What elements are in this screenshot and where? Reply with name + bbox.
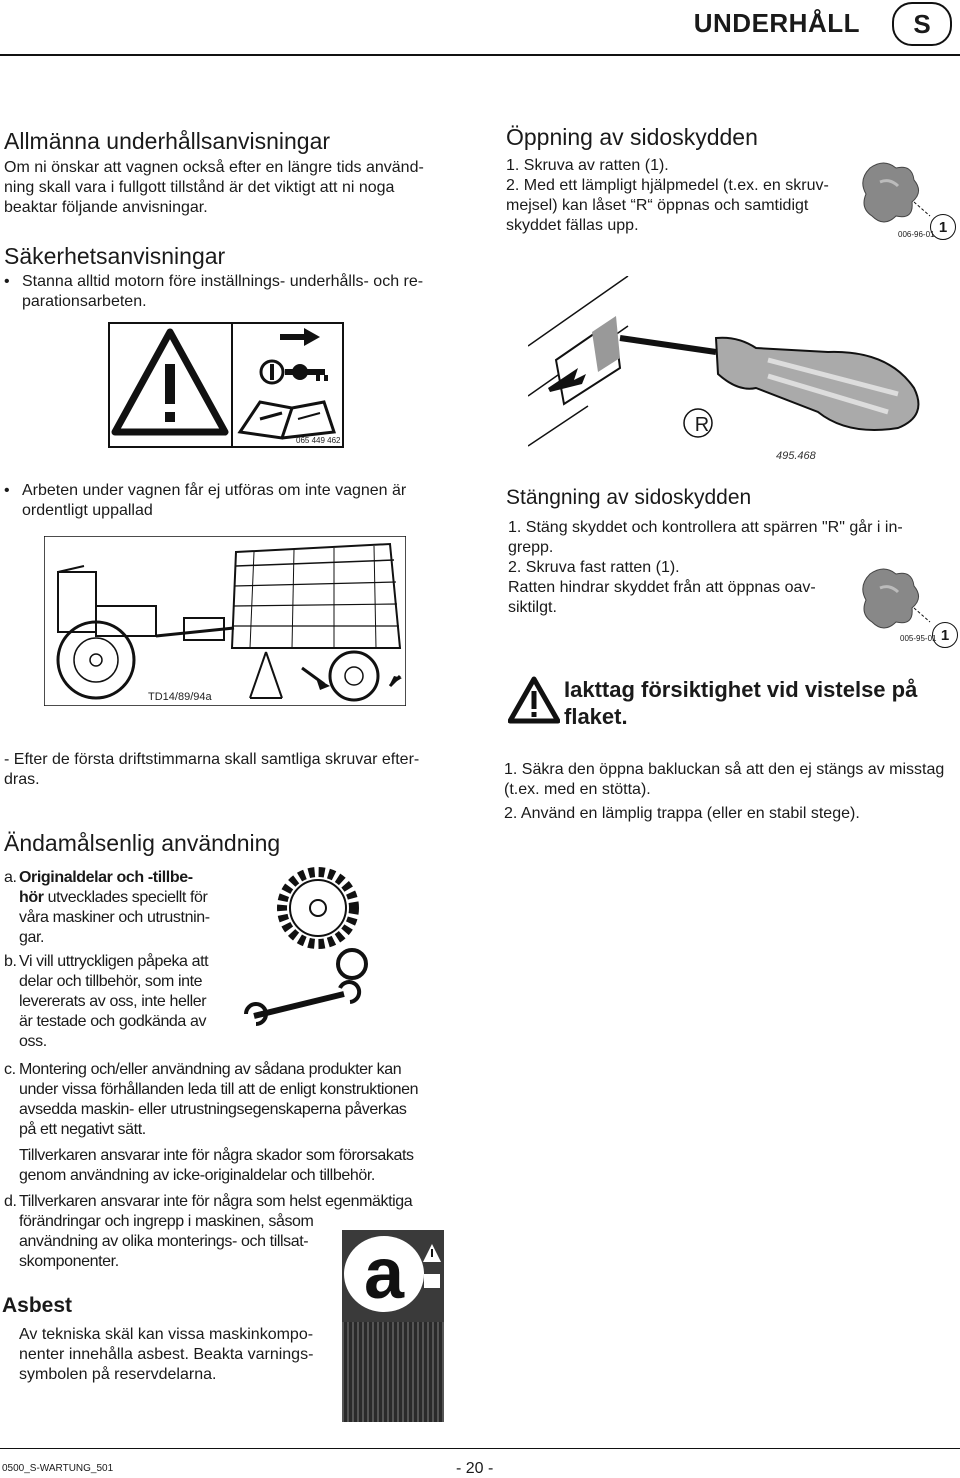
step-line: skyddet fällas upp.	[506, 217, 639, 234]
caution-heading-line: Iakttag försiktighet vid vistelse på	[564, 677, 918, 702]
warning-mini-icon	[422, 1242, 442, 1302]
safety-bullet	[4, 272, 474, 312]
item-a-bold: Originaldelar och -tillbe-	[19, 869, 193, 886]
text-line: förändringar och ingrepp i maskinen, såsom	[19, 1213, 314, 1230]
asbest-text	[19, 1325, 349, 1385]
screwdriver-illustration	[528, 276, 948, 456]
text-line: Montering och/eller användning av sådana produkter kan	[19, 1061, 402, 1078]
step-line: mejsel) kan låset “R“ öppnas och samtidigt	[506, 197, 809, 214]
item-a-text	[19, 868, 229, 948]
text-line: Vi vill uttryckligen påpeka att	[19, 953, 209, 970]
safety-pictogram	[108, 322, 344, 448]
text-line: Tillverkaren ansvarar inte för några som helst egenmäktiga	[19, 1193, 413, 1210]
asbest-heading: Asbest	[2, 1294, 73, 1317]
lock-label-r: R	[694, 413, 710, 436]
caution-steps	[504, 760, 960, 824]
text-line: avsedda maskin- eller utrustningsegenskaperna påverkas	[19, 1101, 407, 1118]
general-heading: Allmänna underhållsanvisningar	[4, 128, 331, 154]
text-line: beaktar följande anvisningar.	[4, 199, 208, 216]
page-header-title: UNDERHÅLL	[693, 8, 860, 38]
step-line: Ratten hindrar skyddet från att öppnas oav-	[508, 579, 816, 596]
header-rule	[0, 54, 960, 56]
callout-number-1: 1	[930, 214, 956, 240]
step-line: 1. Skruva av ratten (1).	[506, 157, 669, 174]
general-text	[4, 158, 474, 218]
caution-heading	[564, 676, 954, 730]
knob1-code: 006-96-01	[898, 230, 935, 239]
screwdriver-graphic	[528, 276, 948, 456]
text-line: oss.	[19, 1033, 47, 1050]
step-line: 2. Skruva fast ratten (1).	[508, 559, 680, 576]
item-a-bold-2: hör	[19, 889, 44, 906]
text-line: ning skall vara i fullgott tillstånd är det viktigt att ni noga	[4, 179, 395, 196]
safety-fig-code: 065 449 462	[296, 436, 341, 445]
text-line: gar.	[19, 929, 45, 946]
open-heading: Öppning av sidoskydden	[506, 124, 758, 150]
text-line: är testade och godkända av	[19, 1013, 207, 1030]
item-b-text	[19, 952, 239, 1052]
text-line: genom användning av icke-originaldelar och tillbehör.	[19, 1167, 375, 1184]
text-line: ordentligt uppallad	[22, 502, 153, 519]
footer-doc-code: 0500_S-WARTUNG_501	[2, 1463, 114, 1474]
knob2-code: 005-95-01	[900, 634, 937, 643]
text-line: parationsarbeten.	[22, 293, 147, 310]
step-line: siktilgt.	[508, 599, 557, 616]
trailer-graphic	[44, 536, 406, 706]
parts-illustration	[240, 866, 370, 1040]
caution-heading-line: flaket.	[564, 704, 628, 729]
text-line: - Efter de första driftstimmarna skall samtliga skruvar efter-	[4, 751, 420, 768]
text-line: Av tekniska skäl kan vissa maskinkompo-	[19, 1326, 314, 1343]
step-line: 2. Använd en lämplig trappa (eller en stabil stege).	[504, 805, 860, 822]
callout-number-1b: 1	[932, 622, 958, 648]
text-line: skomponenter.	[19, 1253, 119, 1270]
text-line: våra maskiner och utrustnin-	[19, 909, 210, 926]
text-line: Arbeten under vagnen får ej utföras om inte vagnen är	[22, 482, 407, 499]
text-line: utvecklades speciellt för	[43, 889, 208, 906]
item-a-label: a.	[4, 869, 17, 886]
warning-triangle-icon	[508, 676, 560, 724]
asbestos-symbol	[342, 1230, 444, 1422]
step-line: grepp.	[508, 539, 554, 556]
bullet-dot: •	[4, 482, 10, 499]
purpose-heading: Ändamålsenlig användning	[4, 830, 281, 856]
retighten-note	[4, 750, 474, 790]
page-number: - 20 -	[456, 1460, 494, 1477]
item-d-label: d.	[4, 1193, 17, 1210]
footer-rule	[0, 1448, 960, 1449]
safety-pictogram-graphic	[110, 324, 342, 446]
text-line: Om ni önskar att vagnen också efter en längre tids använd-	[4, 159, 424, 176]
text-line: dras.	[4, 771, 40, 788]
screwdriver-fig-code: 495.468	[776, 450, 816, 462]
item-c-text	[19, 1060, 479, 1186]
safety-heading: Säkerhetsanvisningar	[4, 243, 226, 269]
item-c-label: c.	[4, 1061, 16, 1078]
trailer-illustration	[44, 536, 406, 706]
bullet-dot: •	[4, 273, 10, 290]
text-line: användning av olika monterings- och tillsat-	[19, 1233, 309, 1250]
text-line: delar och tillbehör, som inte	[19, 973, 203, 990]
asbestos-letter: a	[344, 1236, 424, 1312]
close-heading: Stängning av sidoskydden	[506, 486, 752, 509]
step-line: 1. Säkra den öppna bakluckan så att den ej stängs av misstag	[504, 761, 945, 778]
text-line: under vissa förhållanden leda till att de enligt konstruktionen	[19, 1081, 419, 1098]
open-steps	[506, 156, 856, 236]
parts-graphic	[240, 866, 370, 1040]
text-line: Tillverkaren ansvarar inte för några skador som förorsakats	[19, 1147, 414, 1164]
text-line: nenter innehålla asbest. Beakta varnings-	[19, 1346, 314, 1363]
trailer-fig-code: TD14/89/94a	[148, 691, 212, 703]
asbestos-pattern	[342, 1322, 444, 1422]
step-line: 2. Med ett lämpligt hjälpmedel (t.ex. en skruv-	[506, 177, 829, 194]
text-line: på ett negativt sätt.	[19, 1121, 146, 1138]
item-b-label: b.	[4, 953, 17, 970]
language-badge: S	[892, 2, 952, 46]
text-line: Stanna alltid motorn före inställnings- underhålls- och re-	[22, 273, 424, 290]
step-line: 1. Stäng skyddet och kontrollera att spärren "R" går i in-	[508, 519, 903, 536]
text-line: symbolen på reservdelarna.	[19, 1366, 217, 1383]
step-line: (t.ex. med en stötta).	[504, 781, 651, 798]
text-line: levererats av oss, inte heller	[19, 993, 207, 1010]
under-trailer-bullet	[4, 481, 474, 521]
